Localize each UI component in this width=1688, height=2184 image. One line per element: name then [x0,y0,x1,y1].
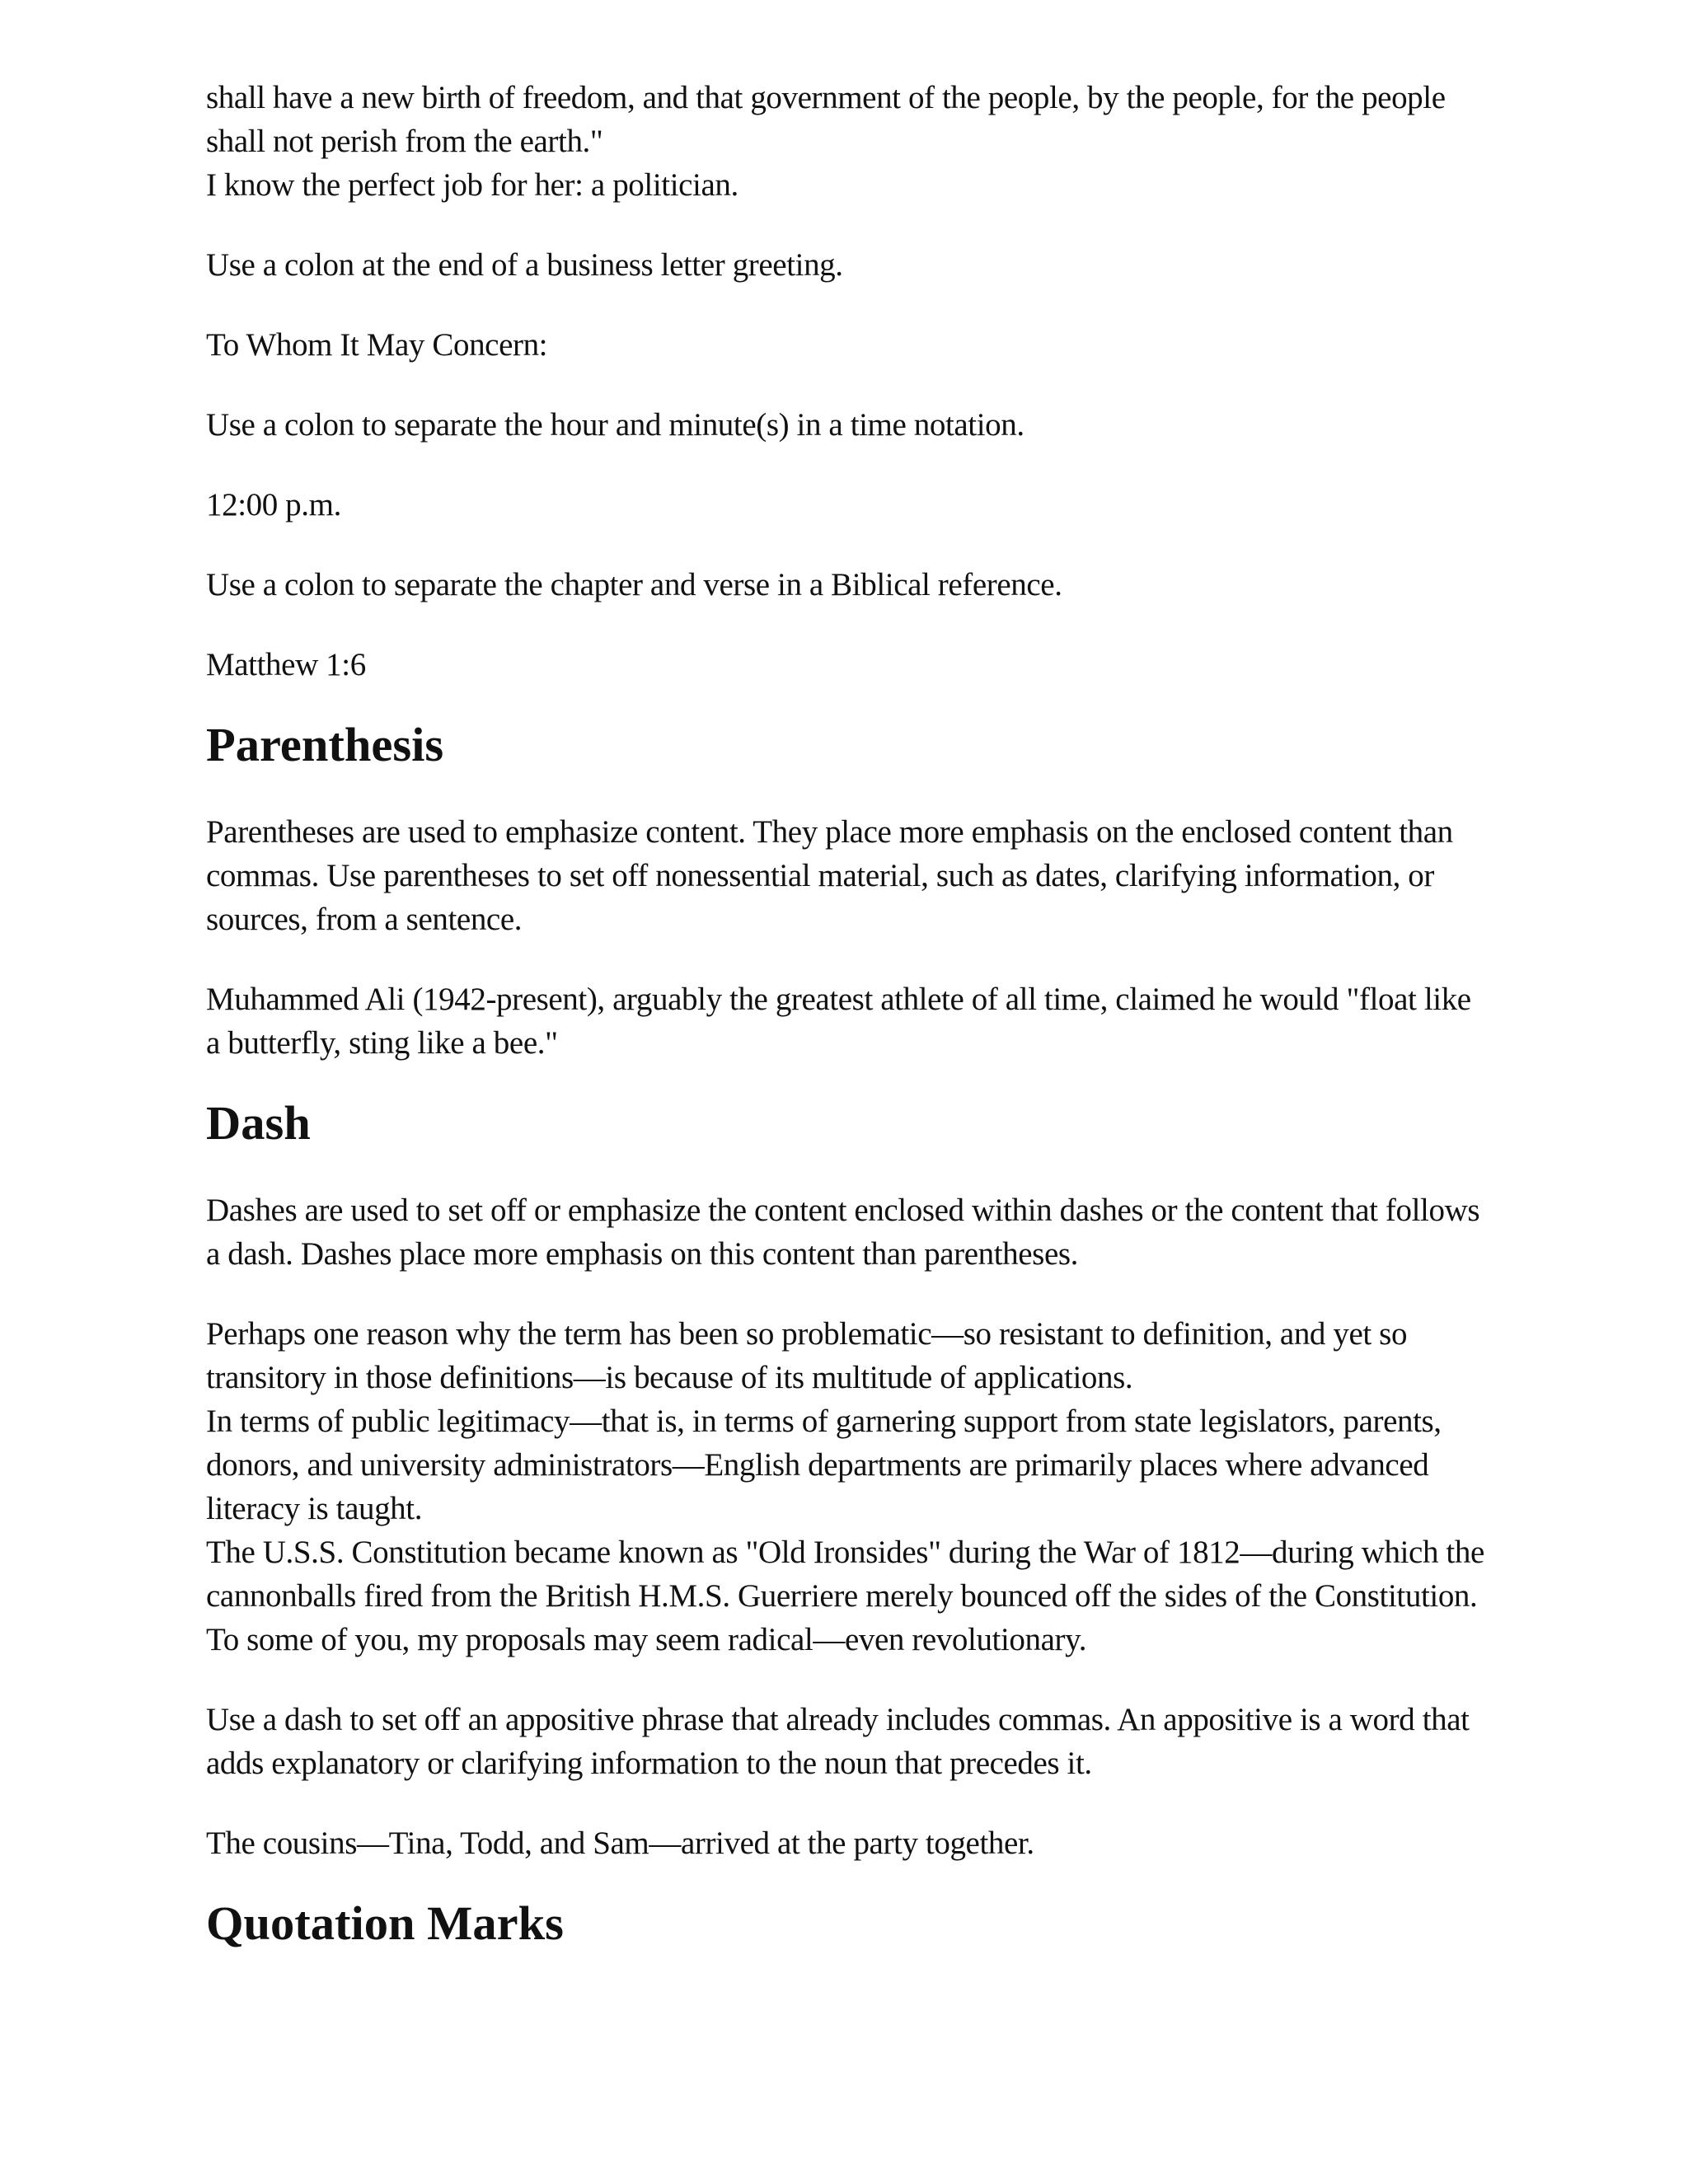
paragraph-colon-letter-greeting: Use a colon at the end of a business letter greeting. [206,247,843,283]
heading-quotation-marks: Quotation Marks [206,1896,564,1950]
paragraph-lincoln-quote-end: shall have a new birth of freedom, and that government of the people, by the people, for the people shall not perish from the earth." [206,80,1446,159]
paragraph-dash-example-2: In terms of public legitimacy—that is, in terms of garnering support from state legislators, parents, donors, and university administrators—English departments are primarily places where advanced literacy is taught. [206,1404,1442,1526]
paragraph-dash-usage: Dashes are used to set off or emphasize the content enclosed within dashes or the content that follows a dash. Dashes place more emphasis on this content than parentheses. [206,1193,1480,1272]
paragraph-dash-example-4: To some of you, my proposals may seem radical—even revolutionary. [206,1622,1087,1657]
paragraph-dash-appositive: Use a dash to set off an appositive phrase that already includes commas. An appositive is a word that adds explanatory or clarifying information to the noun that precedes it. [206,1702,1470,1781]
paragraph-politician-example: I know the perfect job for her: a politician. [206,167,738,203]
paragraph-appositive-example: The cousins—Tina, Todd, and Sam—arrived at the party together. [206,1825,1034,1861]
paragraph-colon-biblical: Use a colon to separate the chapter and verse in a Biblical reference. [206,567,1062,602]
paragraph-dash-example-1: Perhaps one reason why the term has been so problematic—so resistant to definition, and yet so transitory in those definitions—is because of its multitude of applications. [206,1316,1408,1395]
document-page [206,76,1492,1950]
heading-parenthesis: Parenthesis [206,718,444,771]
paragraph-biblical-example: Matthew 1:6 [206,647,366,682]
paragraph-parentheses-example: Muhammed Ali (1942-present), arguably the greatest athlete of all time, claimed he would "float like a butterfly, sting like a bee." [206,982,1471,1061]
heading-dash: Dash [206,1096,311,1150]
paragraph-parentheses-usage: Parentheses are used to emphasize content. They place more emphasis on the enclosed content than commas. Use parentheses to set off nonessential material, such as dates, clarifying information, or sources, from a sentence. [206,814,1453,937]
paragraph-colon-time: Use a colon to separate the hour and minute(s) in a time notation. [206,407,1025,443]
paragraph-dash-example-3: The U.S.S. Constitution became known as "Old Ironsides" during the War of 1812—during which the cannonballs fired from the British H.M.S. Guerriere merely bounced off the sides of the Constitution. [206,1535,1484,1614]
paragraph-greeting-example: To Whom It May Concern: [206,327,548,363]
paragraph-time-example: 12:00 p.m. [206,487,341,523]
